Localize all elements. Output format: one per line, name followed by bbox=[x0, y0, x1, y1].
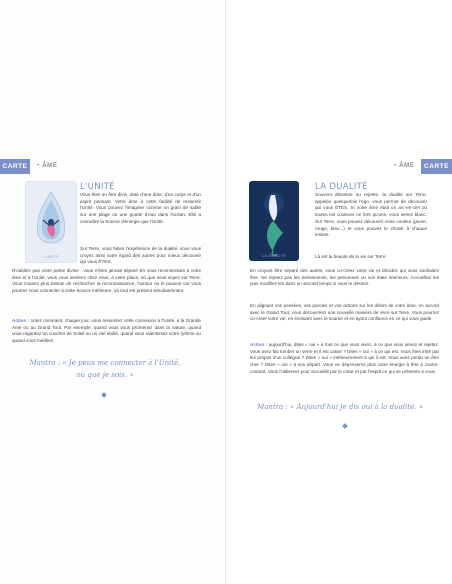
bullet-icon: • bbox=[394, 163, 400, 169]
mantra-line-1: Mantra : « Je peux me connecter à l'Unité, bbox=[29, 359, 181, 367]
duality-paragraph: Sur Terre, vous faites l'expérience de la dualité, vous vous croyez ainsi votre égard des autres pour mieux découvrir qui vous ÊTES. bbox=[80, 246, 201, 265]
action-paragraph: Action : aujourd'hui, dites « oui » à tout ce que vous vivez, à ce que vous aimez et rejetez. Vous avez fait tomber un verre et il est cassé ? Dites « oui » à ce qui est. Vous êtes irrité par les propos d'un collègue ? Dites « oui » intérieurement à qui il est. Vous avez perdu un être cher ? Dites « oui » à son départ. Vous ne dépenserez plus votre énergie à être à contre-courant. Vous l'utiliserez pour accueillir par le cœur et par l'esprit ce qui se présente à vous. bbox=[250, 342, 439, 374]
body-paragraph: En croyant être séparé des autres, vous co-créez votre vie et décidez qui vous souhaitez être. Ne rejetez pas les événements, les personnes ou vos états intérieurs. Accueillez les puis modifiez-les dans un second temps si vous le désirez. bbox=[250, 268, 439, 287]
section-label: • ÂME bbox=[394, 163, 415, 169]
intro-paragraph: Souvent détestée ou rejetée, la dualité sur Terre, appelée quelquefois l'ego, vous permet de découvrir qui vous ÊTES. Si votre âme était un arc-en-ciel où toutes les couleurs ne font qu'une, vous seriez blanc. Sur Terre, vous pouvez découvrir votre couleur (jaune, rouge, bleu...) et vous pouvez le choisir à chaque instant. bbox=[315, 192, 427, 238]
bullet-icon: • bbox=[37, 163, 43, 169]
oracle-card-unity bbox=[25, 181, 77, 263]
card-title: LA DUALITÉ bbox=[315, 182, 368, 192]
mantra-line-1: Mantra : « Aujourd'hui je dis oui à la dualité. » bbox=[257, 403, 423, 411]
card-caption: LA DUALITÉ bbox=[262, 254, 286, 258]
mantra-line-2: où que je sois. » bbox=[76, 371, 134, 379]
card-title: L'UNITÉ bbox=[80, 182, 115, 192]
mantra bbox=[5, 357, 205, 381]
card-number-tab: CARTE 2 bbox=[0, 159, 30, 174]
card-number-tab: CARTE 3 bbox=[421, 159, 452, 174]
section-label: • ÂME bbox=[37, 163, 58, 169]
action-label: Action : bbox=[12, 318, 30, 323]
diamond-ornament-icon bbox=[342, 423, 348, 429]
mantra bbox=[240, 401, 440, 413]
diamond-ornament-icon bbox=[101, 392, 107, 398]
action-paragraph: Action : notez comment, chaque jour, vous ressentez cette connexion à l'Unité, à la Grande Âme ou au Grand Tout. Par exemple, quand vous vous promenez dans la nature, quand vous regardez un coucher de Soleil ou un ciel étoilé, quand vous ralentissez votre rythme ou quand vous méditez. bbox=[12, 318, 201, 344]
body-paragraph: N'oubliez pas votre partie divine : vous n'êtes jamais séparé En vous reconnectant à votre âme et à l'Unité, vous vous sentirez chez vous, à votre place, où que vous soyez sur Terre. Vous n'aurez plus besoin de rechercher la reconnaissance, l'amour ou le pouvoir car vous pourrez vous connecter à cette Source intérieure, où tout est présent simultanément. bbox=[12, 268, 201, 294]
card-caption: L'UNITÉ bbox=[43, 255, 59, 259]
right-page bbox=[226, 0, 452, 584]
duality-illustration bbox=[249, 181, 299, 261]
intro-paragraph: Vous êtes un être divin, doté d'une âme, d'un corps et d'un esprit pensant. Votre âme a cette facilité de ressentir l'Unité. Vous pouvez l'imaginer comme un grain de sable sur une plage ou une goutte d'eau dans l'océan. Elle a connaître la Source d'énergie que l'Unité. bbox=[80, 192, 201, 224]
unity-illustration bbox=[26, 182, 76, 262]
beauty-paragraph: Là est la beauté de la vie sur Terre. bbox=[315, 254, 387, 259]
alignment-paragraph: En alignant vos pensées, vos paroles et vos actions sur les désirs de votre âme, en accord avec le Grand Tout, vous découvrirez une nouvelle manière de vivre sur Terre. Vous pourrez co-créer votre vie, en évoluant avec le sourire et en ayant confiance en ce qui vous guide. bbox=[250, 303, 439, 322]
action-label: Action : bbox=[250, 342, 268, 347]
oracle-card-duality bbox=[249, 181, 299, 261]
